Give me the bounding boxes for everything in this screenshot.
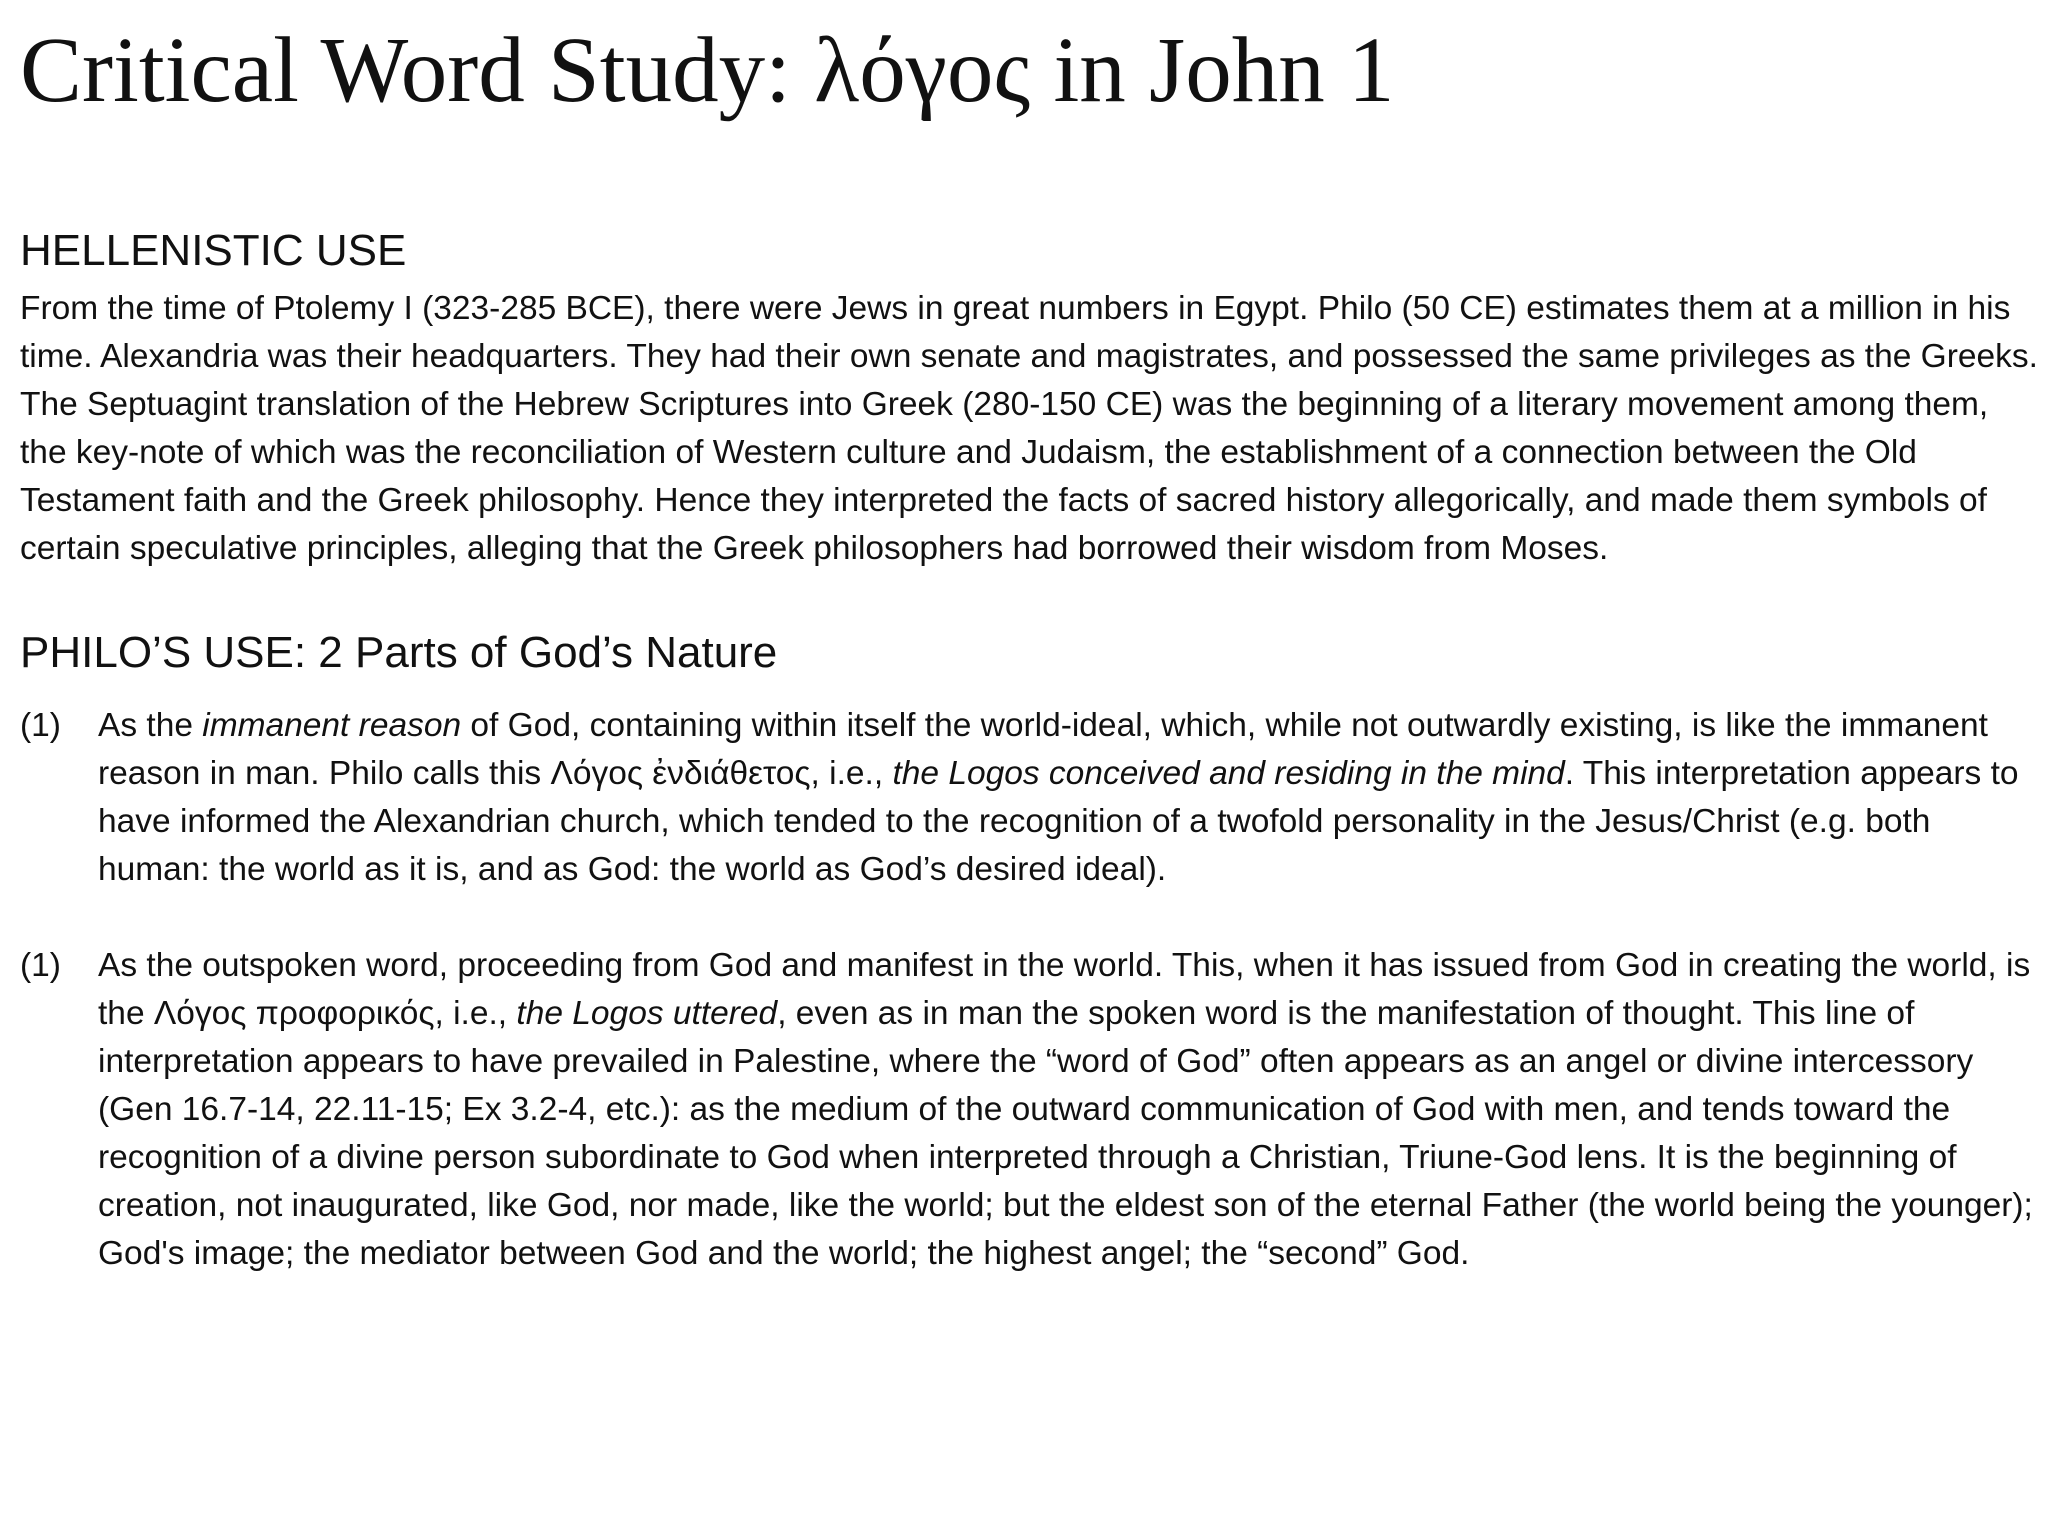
hellenistic-paragraph: From the time of Ptolemy I (323-285 BCE), there were Jews in great numbers in Egypt. Philo (50 CE) estimates them at a million in his time. Alexandria was their headquarters. They had their own senate and magistrates, and possessed the same privileges as the Greeks. The Septuagint translation of the Hebrew Scriptures into Greek (280-150 CE) was the beginning of a literary movement among them, the key-note of which was the reconciliation of Western culture and Judaism, the establishment of a connection between the Old Testament faith and the Greek philosophy. Hence they interpreted the facts of sacred history allegorically, and made them symbols of certain speculative principles, alleging that the Greek philosophers had borrowed their wisdom from Moses. — [20, 290, 2038, 568]
text-run: . This interpretation appears to have informed the Alexandrian church, which tended to the recognition of a twofold personality in the Jesus/Christ (e.g. both human: the world as it is, and as God: the world as God’s desired ideal). — [98, 755, 2019, 889]
section-heading-philo: PHILO’S USE: 2 Parts of God’s Nature — [20, 628, 778, 678]
italic-text-run: immanent reason — [202, 707, 462, 745]
italic-text-run: the Logos uttered — [516, 995, 778, 1033]
text-run: of God, containing within itself the world-ideal, which, while not outwardly existing, is like the immanent reason in man. Philo calls this Λόγος ἐνδιάθετος, i.e., — [98, 707, 1988, 793]
text-run: , even as in man the spoken word is the manifestation of thought. This line of interpretation appears to have prevailed in Palestine, where the “word of God” often appears as an angel or divine intercessory (Gen 16.7-14, 22.11-15; Ex 3.2-4, etc.): as the medium of the outward communication of God with men, and tends toward the recognition of a divine person subordinate to God when interpreted through a Christian, Triune-God lens. It is the beginning of creation, not inaugurated, like God, nor made, like the world; but the eldest son of the eternal Father (the world being the younger); God's image; the mediator between God and the world; the highest angel; the “second” God. — [98, 995, 2033, 1273]
text-run: As the — [98, 707, 203, 745]
list-item-outspoken-word — [20, 942, 2040, 1278]
text-run: As the outspoken word, proceeding from God and manifest in the world. This, when it has issued from God in creating the world, is the Λόγος προφορικός, i.e., — [98, 947, 2031, 1033]
philo-section — [20, 627, 2033, 1278]
list-marker: (1) — [20, 707, 61, 745]
hellenistic-section — [20, 225, 2038, 574]
italic-text-run: the Logos conceived and residing in the mind — [892, 755, 1565, 793]
section-heading-hellenistic: HELLENISTIC USE — [20, 225, 407, 275]
list-marker: (1) — [20, 947, 61, 985]
list-item-text — [98, 942, 2040, 1278]
page-title: Critical Word Study: λόγος in John 1 — [20, 19, 1395, 122]
list-item-text — [98, 702, 2040, 894]
list-item-immanent-reason — [20, 702, 2040, 894]
philo-list — [20, 702, 2040, 1278]
